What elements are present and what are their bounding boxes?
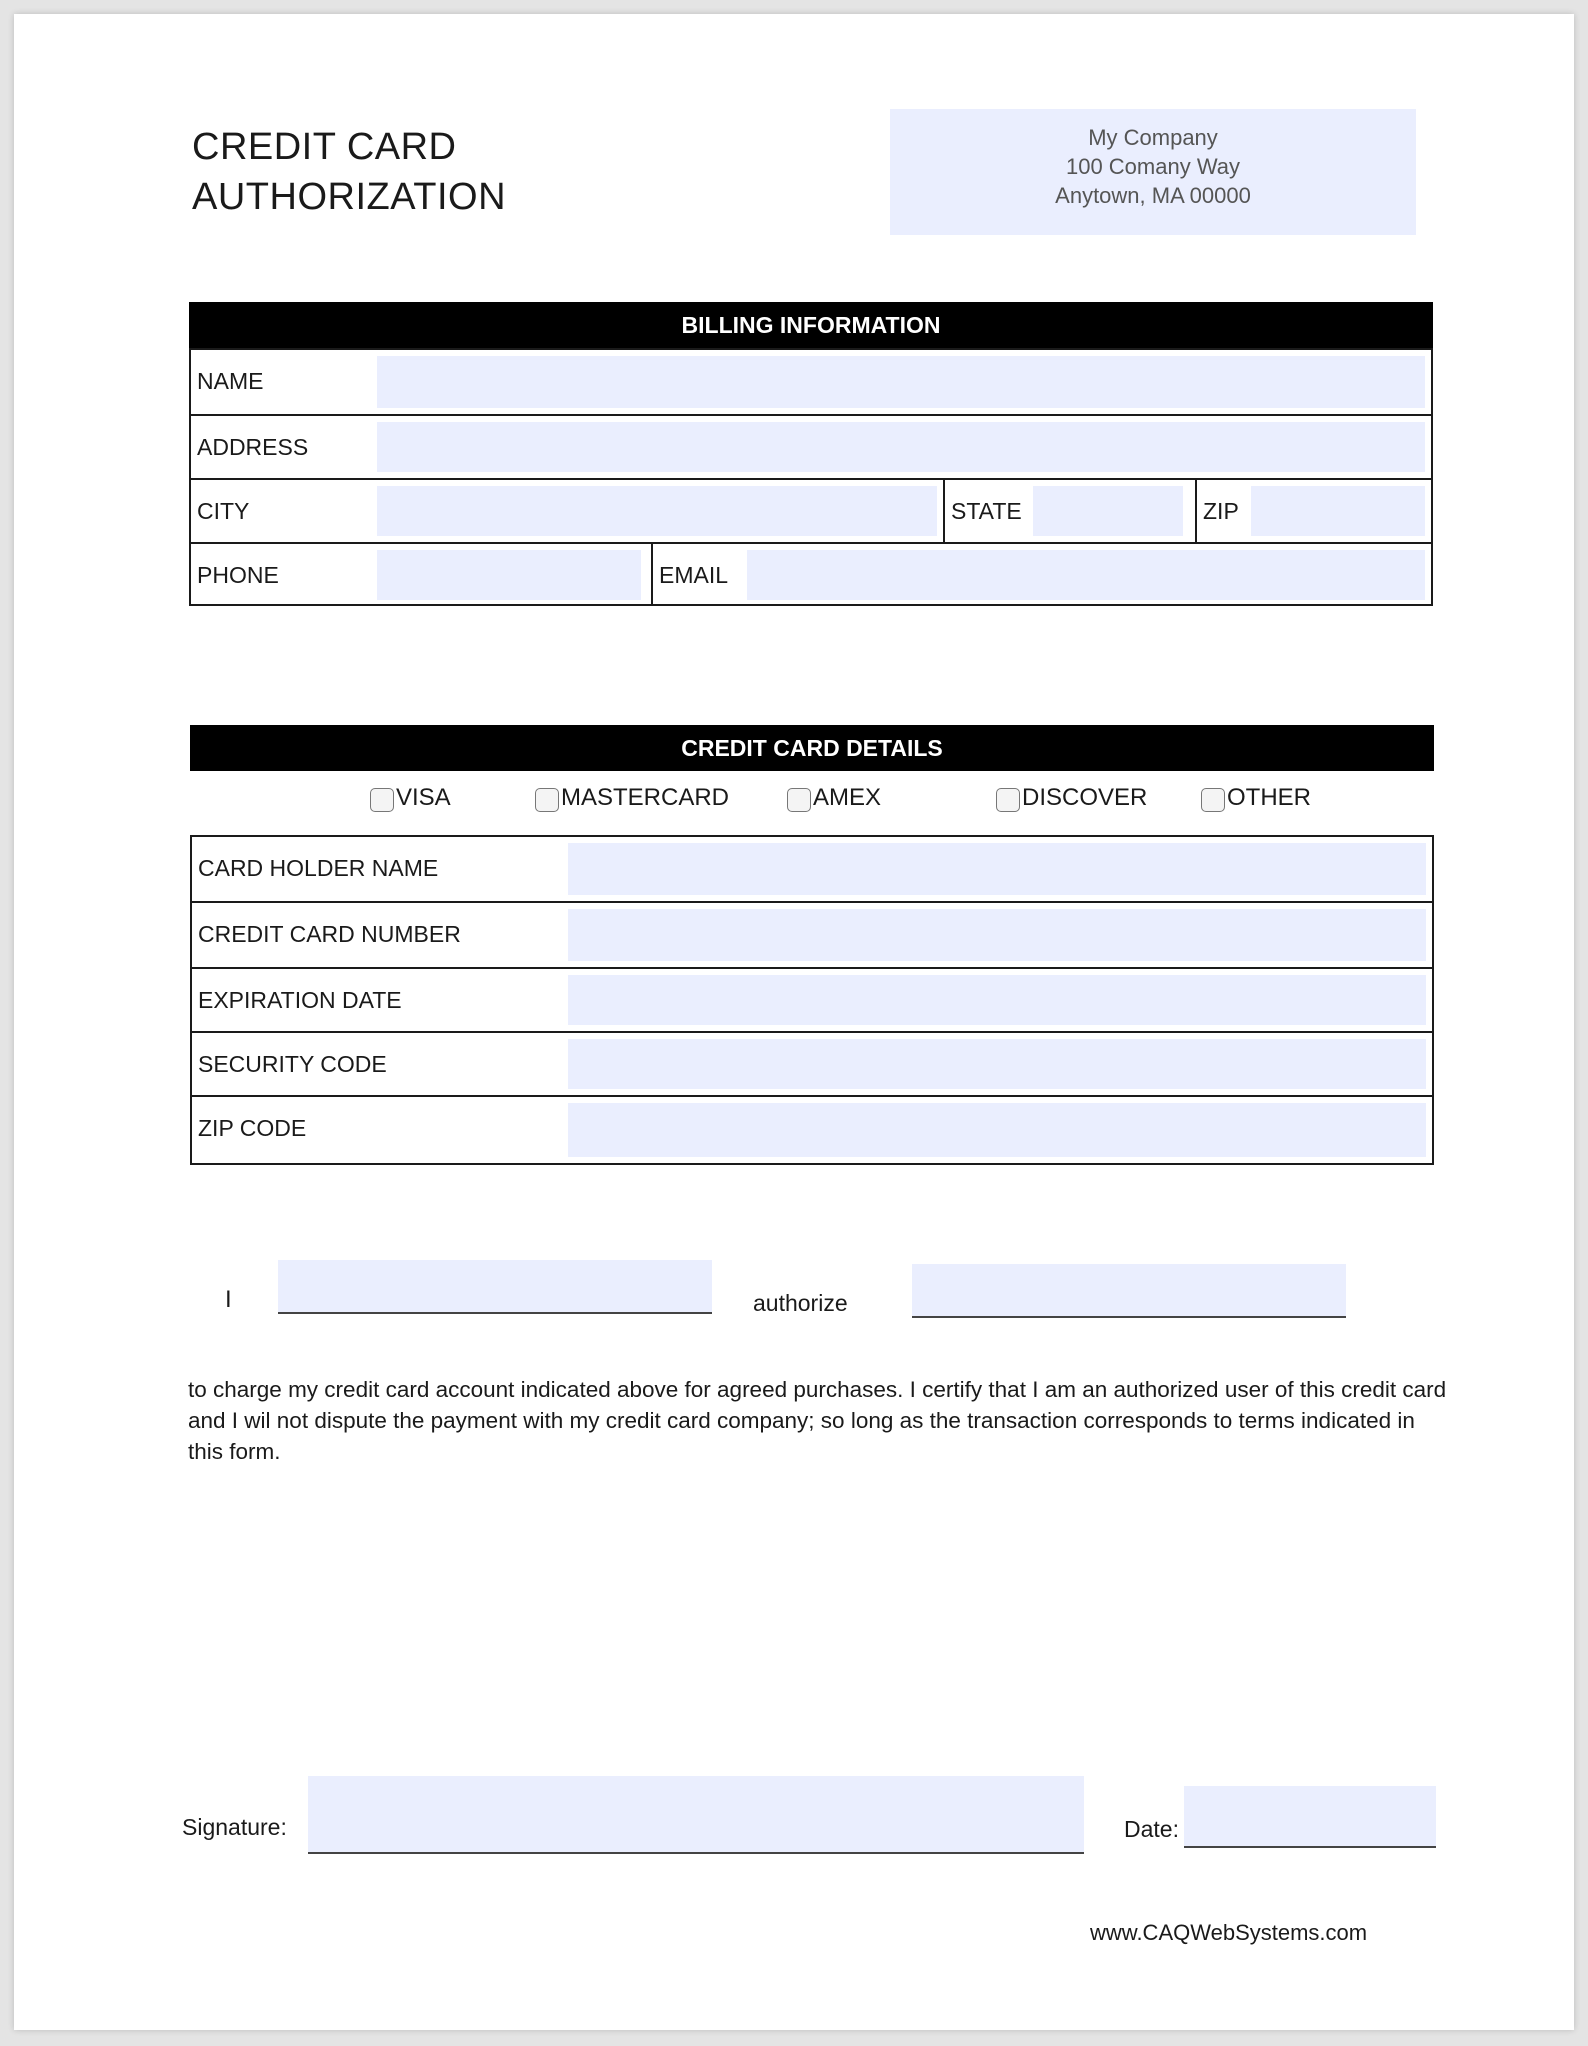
billing-row-city (191, 480, 1431, 544)
divider (1195, 480, 1197, 542)
form-title (192, 122, 506, 222)
discover-label: DISCOVER (1022, 784, 1148, 811)
card-row-expiration (192, 969, 1432, 1033)
card-details-header: CREDIT CARD DETAILS (190, 725, 1434, 771)
expiration-input[interactable] (568, 975, 1426, 1025)
card-row-zip (192, 1097, 1432, 1163)
footer-url: www.CAQWebSystems.com (1090, 1920, 1368, 1945)
zip-label: ZIP (1203, 498, 1239, 524)
security-code-label: SECURITY CODE (198, 1051, 387, 1077)
city-input[interactable] (377, 486, 937, 536)
authorizer-name-input[interactable] (278, 1260, 712, 1314)
authorize-label: authorize (753, 1290, 848, 1316)
name-label: NAME (197, 368, 264, 394)
phone-input[interactable] (377, 550, 641, 600)
discover-checkbox[interactable] (996, 788, 1020, 812)
card-row-holder (192, 837, 1432, 903)
other-label: OTHER (1227, 784, 1311, 811)
expiration-label: EXPIRATION DATE (198, 987, 402, 1013)
billing-header: BILLING INFORMATION (189, 302, 1433, 348)
card-number-label: CREDIT CARD NUMBER (198, 921, 461, 947)
state-input[interactable] (1033, 486, 1183, 536)
company-city-state-zip: Anytown, MA 00000 (1055, 183, 1251, 208)
title-line-1: CREDIT CARD (192, 126, 457, 168)
authorization-statement: to charge my credit card account indicated above for agreed purchases. I certify that I am an authorized user of this credit card and I wil not dispute the payment with my credit card company; so long as the transaction corresponds to terms indicated in this form. (188, 1377, 1447, 1464)
security-code-input[interactable] (568, 1039, 1426, 1089)
billing-row-name (191, 350, 1431, 416)
company-address-box (890, 109, 1416, 235)
zip-input[interactable] (1251, 486, 1425, 536)
address-input[interactable] (377, 422, 1425, 472)
name-input[interactable] (377, 356, 1425, 408)
address-label: ADDRESS (197, 434, 309, 460)
mastercard-label: MASTERCARD (561, 784, 730, 811)
billing-table (189, 348, 1433, 606)
title-line-2: AUTHORIZATION (192, 176, 507, 218)
email-label: EMAIL (659, 562, 729, 588)
signature-input[interactable] (308, 1776, 1084, 1854)
card-row-security (192, 1033, 1432, 1097)
phone-label: PHONE (197, 562, 279, 588)
date-label: Date: (1124, 1816, 1179, 1842)
email-input[interactable] (747, 550, 1425, 600)
card-row-number (192, 903, 1432, 969)
city-label: CITY (197, 498, 250, 524)
form-page (14, 14, 1574, 2030)
card-number-input[interactable] (568, 909, 1426, 961)
card-details-table (190, 835, 1434, 1165)
visa-checkbox[interactable] (370, 788, 394, 812)
card-zip-input[interactable] (568, 1103, 1426, 1157)
date-input[interactable] (1184, 1786, 1436, 1848)
divider (943, 480, 945, 542)
amex-checkbox[interactable] (787, 788, 811, 812)
mastercard-checkbox[interactable] (535, 788, 559, 812)
card-holder-label: CARD HOLDER NAME (198, 855, 439, 881)
merchant-name-input[interactable] (912, 1264, 1346, 1318)
authorizer-i-label: I (225, 1286, 232, 1313)
card-type-options (14, 778, 1574, 822)
billing-row-address (191, 416, 1431, 480)
other-checkbox[interactable] (1201, 788, 1225, 812)
signature-label: Signature: (182, 1814, 287, 1840)
state-label: STATE (951, 498, 1022, 524)
card-zip-label: ZIP CODE (198, 1115, 307, 1141)
amex-label: AMEX (813, 784, 882, 811)
company-street: 100 Comany Way (1065, 154, 1241, 179)
visa-label: VISA (396, 784, 451, 811)
billing-row-phone (191, 544, 1431, 606)
card-holder-input[interactable] (568, 843, 1426, 895)
divider (651, 544, 653, 606)
company-name: My Company (1088, 125, 1218, 150)
